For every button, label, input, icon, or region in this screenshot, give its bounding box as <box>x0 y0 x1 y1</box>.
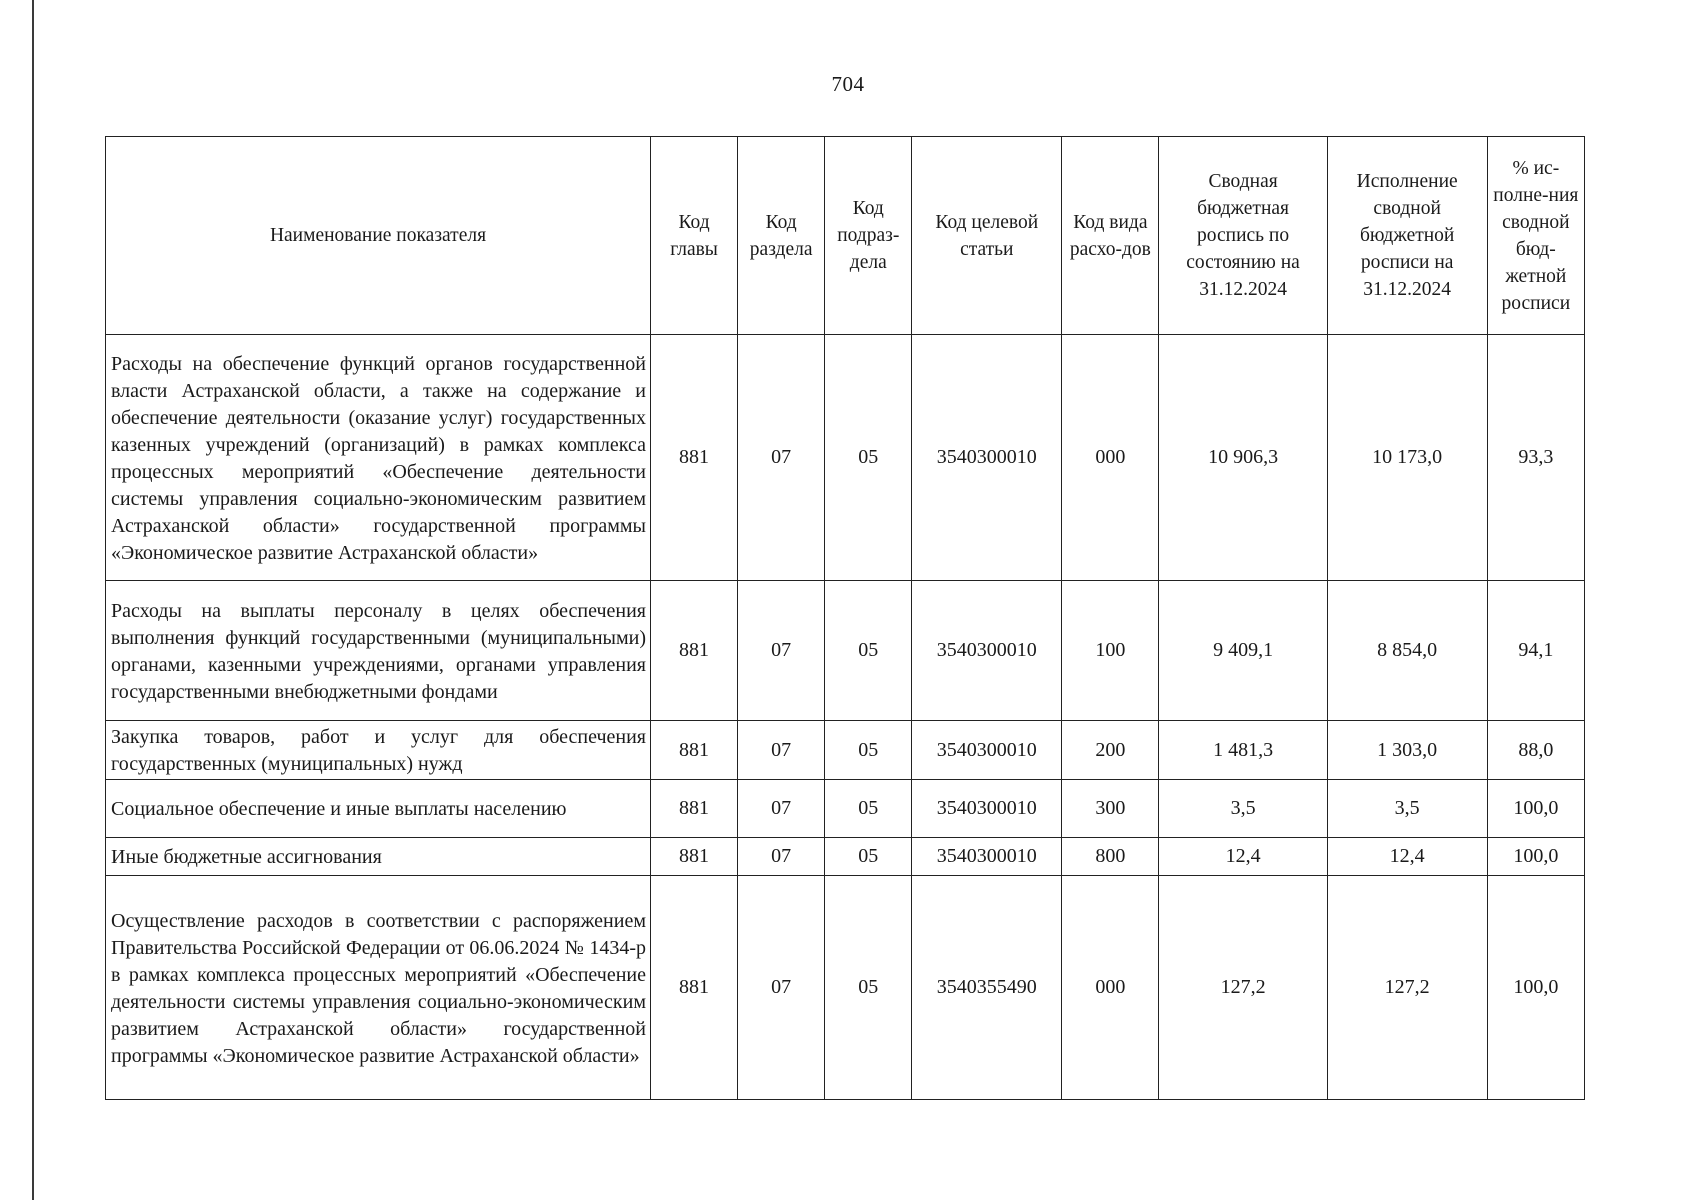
table-row <box>106 780 1585 838</box>
row-subsection-code: 05 <box>825 335 912 581</box>
row-budget-plan: 127,2 <box>1159 876 1327 1100</box>
header-budget-execution: Исполнение сводной бюджетной росписи на 31.12.2024 <box>1327 137 1487 335</box>
header-target-article-code: Код целевой статьи <box>912 137 1062 335</box>
row-target-article-code: 3540355490 <box>912 876 1062 1100</box>
row-section-code: 07 <box>738 876 825 1100</box>
row-execution-percent: 100,0 <box>1487 876 1584 1100</box>
row-budget-plan: 1 481,3 <box>1159 721 1327 780</box>
row-name: Осуществление расходов в соответствии с распоряжением Правительства Российской Федерации от 06.06.2024 № 1434-р в рамках комплекса процессных мероприятий «Обеспечение деятельности системы управления социально-экономическим развитием Астраханской области» государственной программы «Экономическое развитие Астраханской области» <box>106 876 651 1100</box>
row-budget-execution: 8 854,0 <box>1327 581 1487 721</box>
scan-left-edge-line <box>32 0 34 1200</box>
row-execution-percent: 94,1 <box>1487 581 1584 721</box>
row-subsection-code: 05 <box>825 780 912 838</box>
row-expense-kind-code: 100 <box>1062 581 1159 721</box>
row-budget-execution: 12,4 <box>1327 838 1487 876</box>
table-header-row <box>106 137 1585 335</box>
row-chapter-code: 881 <box>651 581 738 721</box>
row-subsection-code: 05 <box>825 838 912 876</box>
row-budget-plan: 10 906,3 <box>1159 335 1327 581</box>
row-subsection-code: 05 <box>825 581 912 721</box>
row-chapter-code: 881 <box>651 876 738 1100</box>
row-budget-plan: 3,5 <box>1159 780 1327 838</box>
row-chapter-code: 881 <box>651 335 738 581</box>
row-budget-execution: 1 303,0 <box>1327 721 1487 780</box>
header-execution-percent: % ис-полне-ния сводной бюд-жетной росписи <box>1487 137 1584 335</box>
row-expense-kind-code: 800 <box>1062 838 1159 876</box>
row-budget-execution: 10 173,0 <box>1327 335 1487 581</box>
row-chapter-code: 881 <box>651 838 738 876</box>
row-name: Закупка товаров, работ и услуг для обеспечения государственных (муниципальных) нужд <box>106 721 651 780</box>
table-row <box>106 838 1585 876</box>
row-section-code: 07 <box>738 721 825 780</box>
row-budget-execution: 127,2 <box>1327 876 1487 1100</box>
row-section-code: 07 <box>738 780 825 838</box>
row-name: Расходы на обеспечение функций органов государственной власти Астраханской области, а также на содержание и обеспечение деятельности (оказание услуг) государственных казенных учреждений (организаций) в рамках комплекса процессных мероприятий «Обеспечение деятельности системы управления социально-экономическим развитием Астраханской области» государственной программы «Экономическое развитие Астраханской области» <box>106 335 651 581</box>
row-name: Социальное обеспечение и иные выплаты населению <box>106 780 651 838</box>
row-target-article-code: 3540300010 <box>912 335 1062 581</box>
budget-execution-table <box>105 136 1585 1100</box>
row-target-article-code: 3540300010 <box>912 780 1062 838</box>
table-row <box>106 335 1585 581</box>
row-budget-execution: 3,5 <box>1327 780 1487 838</box>
table-row <box>106 876 1585 1100</box>
table-row <box>106 581 1585 721</box>
row-execution-percent: 88,0 <box>1487 721 1584 780</box>
header-name: Наименование показателя <box>106 137 651 335</box>
row-target-article-code: 3540300010 <box>912 838 1062 876</box>
row-name: Расходы на выплаты персоналу в целях обеспечения выполнения функций государственными (муниципальными) органами, казенными учреждениями, органами управления государственными внебюджетными фондами <box>106 581 651 721</box>
header-budget-plan: Сводная бюджетная роспись по состоянию на 31.12.2024 <box>1159 137 1327 335</box>
row-name: Иные бюджетные ассигнования <box>106 838 651 876</box>
header-expense-kind-code: Код вида расхо-дов <box>1062 137 1159 335</box>
row-target-article-code: 3540300010 <box>912 721 1062 780</box>
table-row <box>106 721 1585 780</box>
header-section-code: Код раздела <box>738 137 825 335</box>
row-execution-percent: 100,0 <box>1487 838 1584 876</box>
row-target-article-code: 3540300010 <box>912 581 1062 721</box>
row-section-code: 07 <box>738 581 825 721</box>
row-chapter-code: 881 <box>651 780 738 838</box>
row-execution-percent: 93,3 <box>1487 335 1584 581</box>
row-chapter-code: 881 <box>651 721 738 780</box>
row-budget-plan: 12,4 <box>1159 838 1327 876</box>
row-section-code: 07 <box>738 838 825 876</box>
row-expense-kind-code: 300 <box>1062 780 1159 838</box>
row-expense-kind-code: 000 <box>1062 335 1159 581</box>
page-number: 704 <box>831 72 865 96</box>
row-budget-plan: 9 409,1 <box>1159 581 1327 721</box>
header-subsection-code: Код подраз-дела <box>825 137 912 335</box>
row-subsection-code: 05 <box>825 876 912 1100</box>
row-section-code: 07 <box>738 335 825 581</box>
budget-table-container <box>105 136 1585 1100</box>
row-expense-kind-code: 000 <box>1062 876 1159 1100</box>
row-expense-kind-code: 200 <box>1062 721 1159 780</box>
header-chapter-code: Код главы <box>651 137 738 335</box>
row-subsection-code: 05 <box>825 721 912 780</box>
row-execution-percent: 100,0 <box>1487 780 1584 838</box>
